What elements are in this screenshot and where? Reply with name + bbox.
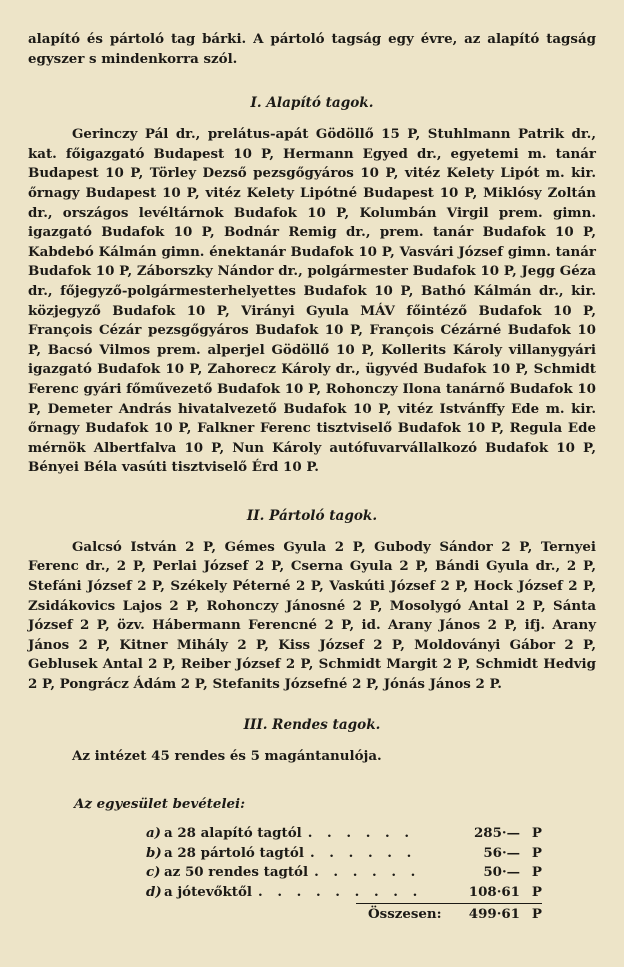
total-currency: P <box>531 906 542 923</box>
row-text: az 50 rendes tagtól <box>164 864 309 881</box>
total-label: Összesen: <box>368 906 442 923</box>
section-heading-founding-members: I. Alapító tagok. <box>250 95 374 112</box>
leader-dots: . . . . . . <box>314 864 421 881</box>
regular-members-text: Az intézet 45 rendes és 5 magántanulója. <box>72 747 382 764</box>
row-amount: 56·— <box>483 844 520 861</box>
founding-members-list: Gerinczy Pál dr., prelátus-apát Gödöllő 15 P, Stuhlmann Patrik dr., kat. főigazgató Budapest 10 P, Hermann Egyed dr., egyetemi m. tanár Budapest 10 P, Törley Dezső pezsgőgyáros 10 P, vitéz Kelety Lipót m. kir. őrnagy Budapest 10 P, vitéz Kelety Lipótné Budapest 10 P, Miklósy Zoltán dr., országos levéltárnok Budafok 10 P, Kolumbán Virgil prem. gimn. igazgató Budafok 10 P, Bodnár Remig dr., prem. tanár Budafok 10 P, Kabdebó Kálmán gimn. énektanár Budafok 10 P, Vasvári József gimn. tanár Budafok 10 P, Záborszky Nándor dr., polgármester Budafok 10 P, Jegg Géza dr., főjegyző-polgármesterhelyettes Budafok 10 P, Bathó Kálmán dr., kir. közjegyző Budafok 10 P, Virányi Gyula MÁV főintéző Budafok 10 P, François Cézár pezsgőgyáros Budafok 10 P, François Cézárné Budafok 10 P, Bacsó Vilmos prem. alperjel Gödöllő 10 P, Kollerits Károly villanygyári igazgató Budafok 10 P, Zahorecz Károly dr., ügyvéd Budafok 10 P, Schmidt Ferenc gyári főművezető Budafok 10 P, Rohonczy Ilona tanárnő Budafok 10 P, Demeter András hivatalvezető Budafok 10 P, vitéz Istvánffy Ede m. kir. őrnagy Budafok 10 P, Falkner Ferenc tisztviselő Budafok 10 P, Regula Ede mérnök Albertfalva 10 P, Nun Károly autófuvarvállalkozó Budafok 10 P, Bényei Béla vasúti tisztviselő Érd 10 P. <box>28 126 596 476</box>
income-row <box>146 824 542 844</box>
row-letter: d) <box>146 883 162 900</box>
row-currency: P <box>531 844 542 861</box>
section-heading-supporting-members: II. Pártoló tagok. <box>246 507 378 524</box>
row-letter: a) <box>146 825 162 842</box>
section-heading-regular-members: III. Rendes tagok. <box>243 716 381 733</box>
intro-paragraph: alapító és pártoló tag bárki. A pártoló tagság egy évre, az alapító tagság egyszer s mindenkorra szól. <box>28 31 596 67</box>
row-currency: P <box>531 864 542 881</box>
row-text: a jótevőktől <box>164 883 253 900</box>
row-text: a 28 pártoló tagtól <box>164 844 304 861</box>
row-amount: 285·— <box>473 825 520 842</box>
income-row <box>146 883 542 903</box>
row-letter: b) <box>146 844 162 861</box>
income-total <box>368 904 542 924</box>
leader-dots: . . . . . . . . . <box>258 883 423 900</box>
leader-dots: . . . . . . <box>307 825 415 842</box>
row-currency: P <box>531 825 542 842</box>
row-currency: P <box>531 883 542 900</box>
income-row <box>146 863 542 883</box>
income-title: Az egyesület bevételei: <box>74 796 246 813</box>
supporting-members-list: Galcsó István 2 P, Gémes Gyula 2 P, Gubody Sándor 2 P, Ternyei Ferenc dr., 2 P, Perlai József 2 P, Cserna Gyula 2 P, Bándi Gyula dr., 2 P, Stefáni József 2 P, Székely Péterné 2 P, Vaskúti József 2 P, Hock József 2 P, Zsidákovics Lajos 2 P, Rohonczy Jánosné 2 P, Mosolygó Antal 2 P, Sánta József 2 P, özv. Hábermann Ferencné 2 P, id. Arany János 2 P, ifj. Arany János 2 P, Kitner Mihály 2 P, Kiss József 2 P, Moldoványi Gábor 2 P, Geblusek Antal 2 P, Reiber József 2 P, Schmidt Margit 2 P, Schmidt Hedvig 2 P, Pongrácz Ádám 2 P, Stefanits Józsefné 2 P, Jónás János 2 P. <box>28 538 596 693</box>
row-amount: 50·— <box>483 864 520 881</box>
row-text: a 28 alapító tagtól <box>164 825 302 842</box>
income-row <box>146 844 542 864</box>
row-amount: 108·61 <box>468 883 520 900</box>
row-letter: c) <box>146 864 161 881</box>
total-amount: 499·61 <box>468 906 520 923</box>
leader-dots: . . . . . . <box>309 844 417 861</box>
income-table <box>146 824 542 924</box>
